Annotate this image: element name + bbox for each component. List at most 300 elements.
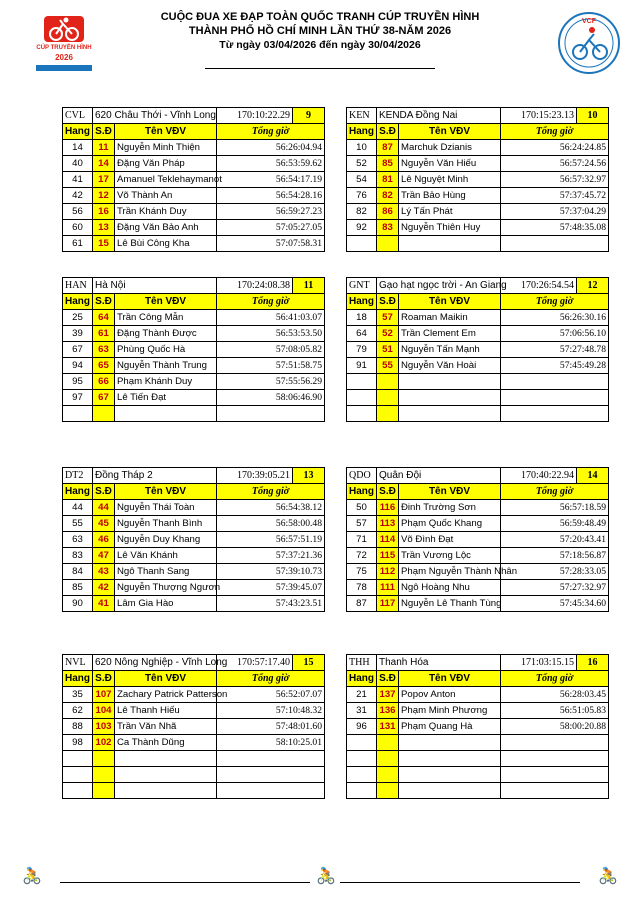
team-total-time: 170:57:17.40 [217, 655, 293, 671]
rider-rank: 84 [63, 564, 93, 580]
cyclist-footer-icon: 🚴 [598, 868, 618, 885]
rider-bib: 42 [93, 580, 115, 596]
rider-rank: 92 [347, 220, 377, 236]
table-row [347, 172, 609, 188]
rider-name [115, 751, 217, 767]
rider-rank: 85 [63, 580, 93, 596]
title-line-1: CUỘC ĐUA XE ĐẠP TOÀN QUỐC TRANH CÚP TRUYỀN HÌNH [160, 11, 480, 23]
table-row [347, 516, 609, 532]
rider-name: Võ Đình Đạt [399, 532, 501, 548]
col-name: Tên VĐV [399, 294, 501, 310]
rider-bib: 136 [377, 703, 399, 719]
rider-time: 56:58:00.48 [217, 516, 325, 532]
team-table [346, 467, 609, 612]
table-row [63, 390, 325, 406]
rider-bib: 64 [93, 310, 115, 326]
rider-time: 57:48:01.60 [217, 719, 325, 735]
rider-bib: 116 [377, 500, 399, 516]
col-time: Tổng giờ [217, 484, 325, 500]
rider-bib: 107 [93, 687, 115, 703]
team-table [62, 277, 325, 422]
rider-time: 58:00:20.88 [501, 719, 609, 735]
team-table [62, 654, 325, 799]
rider-time: 57:55:56.29 [217, 374, 325, 390]
rider-name: Phạm Minh Phương [399, 703, 501, 719]
rider-bib: 51 [377, 342, 399, 358]
rider-rank: 54 [347, 172, 377, 188]
rider-bib: 85 [377, 156, 399, 172]
rider-rank: 82 [347, 204, 377, 220]
rider-name: Lý Tấn Phát [399, 204, 501, 220]
table-row [347, 390, 609, 406]
col-sd: S.Đ [377, 124, 399, 140]
rider-time: 57:05:27.05 [217, 220, 325, 236]
rider-bib: 115 [377, 548, 399, 564]
rider-rank: 56 [63, 204, 93, 220]
col-name: Tên VĐV [115, 671, 217, 687]
table-row [63, 735, 325, 751]
rider-bib: 63 [93, 342, 115, 358]
rider-name: Nguyễn Minh Thiện [115, 140, 217, 156]
rider-bib: 52 [377, 326, 399, 342]
rider-name: Trần Khánh Duy [115, 204, 217, 220]
col-rank: Hang [63, 484, 93, 500]
rider-rank [347, 390, 377, 406]
table-row [347, 564, 609, 580]
team-number: 9 [293, 108, 325, 124]
col-time: Tổng giờ [217, 294, 325, 310]
rider-name: Trần Văn Nhã [115, 719, 217, 735]
rider-bib [93, 751, 115, 767]
rider-bib: 82 [377, 188, 399, 204]
rider-time [217, 406, 325, 422]
rider-bib [93, 406, 115, 422]
rider-rank: 44 [63, 500, 93, 516]
rider-time: 56:57:18.59 [501, 500, 609, 516]
rider-name [399, 751, 501, 767]
rider-name [399, 735, 501, 751]
team-code: NVL [63, 655, 93, 671]
rider-time [501, 406, 609, 422]
rider-name: Lê Văn Khánh [115, 548, 217, 564]
rider-rank: 76 [347, 188, 377, 204]
table-row [347, 236, 609, 252]
rider-bib: 44 [93, 500, 115, 516]
team-code: KEN [347, 108, 377, 124]
rider-rank [347, 751, 377, 767]
rider-name: Phạm Quốc Khang [399, 516, 501, 532]
rider-bib: 61 [93, 326, 115, 342]
table-row [347, 156, 609, 172]
rider-rank: 63 [63, 532, 93, 548]
col-name: Tên VĐV [399, 671, 501, 687]
rider-name [115, 767, 217, 783]
rider-bib [377, 783, 399, 799]
rider-rank: 18 [347, 310, 377, 326]
rider-time: 57:06:56.10 [501, 326, 609, 342]
rider-name: Trần Vương Lộc [399, 548, 501, 564]
rider-name [399, 783, 501, 799]
rider-rank: 57 [347, 516, 377, 532]
rider-bib: 17 [93, 172, 115, 188]
col-sd: S.Đ [377, 294, 399, 310]
table-row [347, 767, 609, 783]
rider-time: 56:54:17.19 [217, 172, 325, 188]
table-row [63, 140, 325, 156]
rider-bib [377, 406, 399, 422]
rider-bib: 57 [377, 310, 399, 326]
team-table [62, 107, 325, 252]
rider-bib: 41 [93, 596, 115, 612]
table-row [63, 310, 325, 326]
team-table [346, 654, 609, 799]
col-rank: Hang [63, 294, 93, 310]
rider-rank: 88 [63, 719, 93, 735]
table-row [63, 220, 325, 236]
rider-bib: 113 [377, 516, 399, 532]
footer-divider-right [340, 882, 580, 883]
team-number: 12 [577, 278, 609, 294]
team-name: Gạo hạt ngọc trời - An Giang [377, 278, 501, 294]
rider-rank: 97 [63, 390, 93, 406]
rider-time: 56:28:03.45 [501, 687, 609, 703]
rider-time: 56:26:30.16 [501, 310, 609, 326]
rider-rank: 31 [347, 703, 377, 719]
rider-rank: 25 [63, 310, 93, 326]
rider-time [501, 236, 609, 252]
table-row [347, 406, 609, 422]
rider-name: Lê Bùi Công Kha [115, 236, 217, 252]
rider-time: 57:43:23.51 [217, 596, 325, 612]
team-total-time: 170:39:05.21 [217, 468, 293, 484]
rider-time [501, 735, 609, 751]
rider-time [501, 767, 609, 783]
team-code: HAN [63, 278, 93, 294]
rider-time: 57:18:56.87 [501, 548, 609, 564]
rider-time [501, 374, 609, 390]
rider-bib [93, 783, 115, 799]
rider-rank: 95 [63, 374, 93, 390]
footer-divider-left [60, 882, 310, 883]
team-table [62, 467, 325, 612]
rider-name: Nguyễn Văn Hoài [399, 358, 501, 374]
rider-time: 57:37:45.72 [501, 188, 609, 204]
rider-time: 56:54:28.16 [217, 188, 325, 204]
team-number: 13 [293, 468, 325, 484]
rider-bib: 87 [377, 140, 399, 156]
table-row [347, 548, 609, 564]
col-time: Tổng giờ [501, 484, 609, 500]
rider-time: 56:24:24.85 [501, 140, 609, 156]
rider-bib: 137 [377, 687, 399, 703]
rider-bib: 15 [93, 236, 115, 252]
rider-bib: 81 [377, 172, 399, 188]
table-row [63, 516, 325, 532]
rider-name: Đặng Văn Bảo Anh [115, 220, 217, 236]
rider-bib: 47 [93, 548, 115, 564]
table-row [63, 719, 325, 735]
rider-name: Roaman Maikin [399, 310, 501, 326]
rider-bib [377, 735, 399, 751]
team-name: Thanh Hóa [377, 655, 501, 671]
rider-rank: 87 [347, 596, 377, 612]
rider-time: 56:54:38.12 [217, 500, 325, 516]
rider-time: 56:52:07.07 [217, 687, 325, 703]
rider-name: Trần Bảo Hùng [399, 188, 501, 204]
team-number: 15 [293, 655, 325, 671]
rider-time: 57:10:48.32 [217, 703, 325, 719]
rider-name: Nguyễn Thái Toàn [115, 500, 217, 516]
table-row [347, 719, 609, 735]
team-total-time: 170:26:54.54 [501, 278, 577, 294]
table-row [347, 342, 609, 358]
col-name: Tên VĐV [399, 484, 501, 500]
rider-time: 58:10:25.01 [217, 735, 325, 751]
table-row [63, 188, 325, 204]
rider-time: 57:37:04.29 [501, 204, 609, 220]
rider-bib: 67 [93, 390, 115, 406]
rider-bib: 111 [377, 580, 399, 596]
rider-bib: 55 [377, 358, 399, 374]
rider-rank: 96 [347, 719, 377, 735]
team-total-time: 170:24:08.38 [217, 278, 293, 294]
col-name: Tên VĐV [115, 124, 217, 140]
rider-rank [347, 406, 377, 422]
team-name: Hà Nội [93, 278, 217, 294]
table-row [347, 751, 609, 767]
rider-name: Amanuel Teklehaymanot [115, 172, 217, 188]
table-row [63, 532, 325, 548]
table-row [63, 767, 325, 783]
col-sd: S.Đ [377, 484, 399, 500]
rider-name [399, 374, 501, 390]
rider-name [399, 236, 501, 252]
rider-name: Nguyễn Thiên Huy [399, 220, 501, 236]
rider-bib: 131 [377, 719, 399, 735]
rider-bib: 83 [377, 220, 399, 236]
rider-rank: 41 [63, 172, 93, 188]
rider-bib: 103 [93, 719, 115, 735]
table-row [347, 596, 609, 612]
rider-time [501, 751, 609, 767]
rider-rank: 52 [347, 156, 377, 172]
rider-name [399, 390, 501, 406]
rider-bib: 112 [377, 564, 399, 580]
rider-rank: 64 [347, 326, 377, 342]
rider-bib: 43 [93, 564, 115, 580]
rider-rank: 75 [347, 564, 377, 580]
rider-time: 56:59:27.23 [217, 204, 325, 220]
cyclist-footer-icon: 🚴 [316, 868, 336, 885]
rider-name: Phạm Khánh Duy [115, 374, 217, 390]
col-time: Tổng giờ [501, 124, 609, 140]
col-time: Tổng giờ [217, 124, 325, 140]
rider-bib [377, 390, 399, 406]
rider-name: Đinh Trường Sơn [399, 500, 501, 516]
col-sd: S.Đ [93, 484, 115, 500]
rider-name: Nguyễn Thành Trung [115, 358, 217, 374]
rider-time: 57:39:10.73 [217, 564, 325, 580]
table-row [347, 204, 609, 220]
col-sd: S.Đ [93, 124, 115, 140]
table-row [347, 500, 609, 516]
rider-name: Nguyễn Duy Khang [115, 532, 217, 548]
rider-rank [347, 735, 377, 751]
col-rank: Hang [347, 671, 377, 687]
col-time: Tổng giờ [501, 671, 609, 687]
team-number: 14 [577, 468, 609, 484]
team-total-time: 170:40:22.94 [501, 468, 577, 484]
col-name: Tên VĐV [115, 294, 217, 310]
team-number: 16 [577, 655, 609, 671]
rider-time [217, 783, 325, 799]
team-table [346, 107, 609, 252]
rider-rank: 61 [63, 236, 93, 252]
team-code: QDO [347, 468, 377, 484]
table-row [63, 703, 325, 719]
rider-name: Ngô Hoàng Nhu [399, 580, 501, 596]
rider-rank: 40 [63, 156, 93, 172]
rider-time: 56:26:04.94 [217, 140, 325, 156]
rider-bib: 16 [93, 204, 115, 220]
team-total-time: 170:10:22.29 [217, 108, 293, 124]
table-row [347, 188, 609, 204]
col-rank: Hang [63, 671, 93, 687]
rider-rank: 50 [347, 500, 377, 516]
rider-name: Phạm Quang Hà [399, 719, 501, 735]
document-header [0, 10, 640, 52]
rider-time: 56:57:32.97 [501, 172, 609, 188]
rider-time: 56:53:53.50 [217, 326, 325, 342]
rider-bib: 65 [93, 358, 115, 374]
cup-logo-year: 2026 [55, 53, 73, 62]
rider-bib [377, 236, 399, 252]
rider-bib [377, 767, 399, 783]
rider-name: Nguyễn Lê Thanh Tùng [399, 596, 501, 612]
header-divider [205, 68, 435, 69]
col-name: Tên VĐV [115, 484, 217, 500]
rider-rank: 21 [347, 687, 377, 703]
rider-name: Trần Clement Em [399, 326, 501, 342]
rider-rank: 62 [63, 703, 93, 719]
rider-bib: 117 [377, 596, 399, 612]
rider-rank: 14 [63, 140, 93, 156]
rider-time: 57:51:58.75 [217, 358, 325, 374]
rider-rank: 10 [347, 140, 377, 156]
team-code: CVL [63, 108, 93, 124]
rider-name: Popov Anton [399, 687, 501, 703]
rider-name: Võ Thành An [115, 188, 217, 204]
rider-name: Nguyễn Thanh Bình [115, 516, 217, 532]
table-row [347, 220, 609, 236]
rider-rank [63, 783, 93, 799]
table-row [347, 310, 609, 326]
rider-bib: 11 [93, 140, 115, 156]
rider-time: 58:06:46.90 [217, 390, 325, 406]
rider-rank: 72 [347, 548, 377, 564]
rider-time: 57:39:45.07 [217, 580, 325, 596]
rider-bib: 66 [93, 374, 115, 390]
table-row [347, 140, 609, 156]
rider-time: 57:45:34.60 [501, 596, 609, 612]
col-name: Tên VĐV [399, 124, 501, 140]
table-row [63, 580, 325, 596]
table-row [63, 172, 325, 188]
col-time: Tổng giờ [501, 294, 609, 310]
rider-rank: 55 [63, 516, 93, 532]
team-table [346, 277, 609, 422]
rider-time [217, 767, 325, 783]
rider-rank: 90 [63, 596, 93, 612]
team-name: 620 Nông Nghiệp - Vĩnh Long [93, 655, 217, 671]
table-row [63, 358, 325, 374]
rider-time [501, 783, 609, 799]
rider-name: Lê Thanh Hiếu [115, 703, 217, 719]
table-row [63, 406, 325, 422]
team-number: 10 [577, 108, 609, 124]
rider-name: Ngô Thanh Sang [115, 564, 217, 580]
title-line-2: THÀNH PHỐ HỒ CHÍ MINH LẦN THỨ 38-NĂM 2026 [188, 25, 452, 37]
rider-bib: 45 [93, 516, 115, 532]
col-sd: S.Đ [93, 671, 115, 687]
rider-rank [63, 406, 93, 422]
rider-rank: 67 [63, 342, 93, 358]
rider-rank [63, 767, 93, 783]
rider-rank [347, 236, 377, 252]
cup-logo-text: CÚP TRUYỀN HÌNH [36, 45, 92, 51]
col-rank: Hang [347, 124, 377, 140]
rider-bib: 102 [93, 735, 115, 751]
table-row [347, 326, 609, 342]
team-name: KENDA Đồng Nai [377, 108, 501, 124]
rider-time: 56:57:24.56 [501, 156, 609, 172]
rider-rank: 39 [63, 326, 93, 342]
rider-name [399, 767, 501, 783]
table-row [347, 532, 609, 548]
rider-name: Ca Thành Dũng [115, 735, 217, 751]
col-time: Tổng giờ [217, 671, 325, 687]
rider-time: 57:08:05.82 [217, 342, 325, 358]
team-total-time: 171:03:15.15 [501, 655, 577, 671]
table-row [347, 703, 609, 719]
rider-rank: 83 [63, 548, 93, 564]
rider-time: 57:27:48.78 [501, 342, 609, 358]
rider-name: Lê Nguyệt Minh [399, 172, 501, 188]
rider-rank: 78 [347, 580, 377, 596]
table-row [63, 687, 325, 703]
rider-time: 56:41:03.07 [217, 310, 325, 326]
table-row [63, 156, 325, 172]
rider-rank: 35 [63, 687, 93, 703]
rider-name: Lê Tiến Đạt [115, 390, 217, 406]
team-code: GNT [347, 278, 377, 294]
rider-name: Nguyễn Tấn Mạnh [399, 342, 501, 358]
rider-rank: 42 [63, 188, 93, 204]
rider-rank: 94 [63, 358, 93, 374]
cyclist-footer-icon: 🚴 [22, 868, 42, 885]
team-total-time: 170:15:23.13 [501, 108, 577, 124]
rider-rank: 71 [347, 532, 377, 548]
table-row [347, 374, 609, 390]
table-row [347, 783, 609, 799]
table-row [63, 326, 325, 342]
table-row [63, 500, 325, 516]
vcf-logo-text: VCF [582, 18, 596, 25]
rider-time: 57:37:21.36 [217, 548, 325, 564]
table-row [63, 204, 325, 220]
col-rank: Hang [63, 124, 93, 140]
col-rank: Hang [347, 484, 377, 500]
